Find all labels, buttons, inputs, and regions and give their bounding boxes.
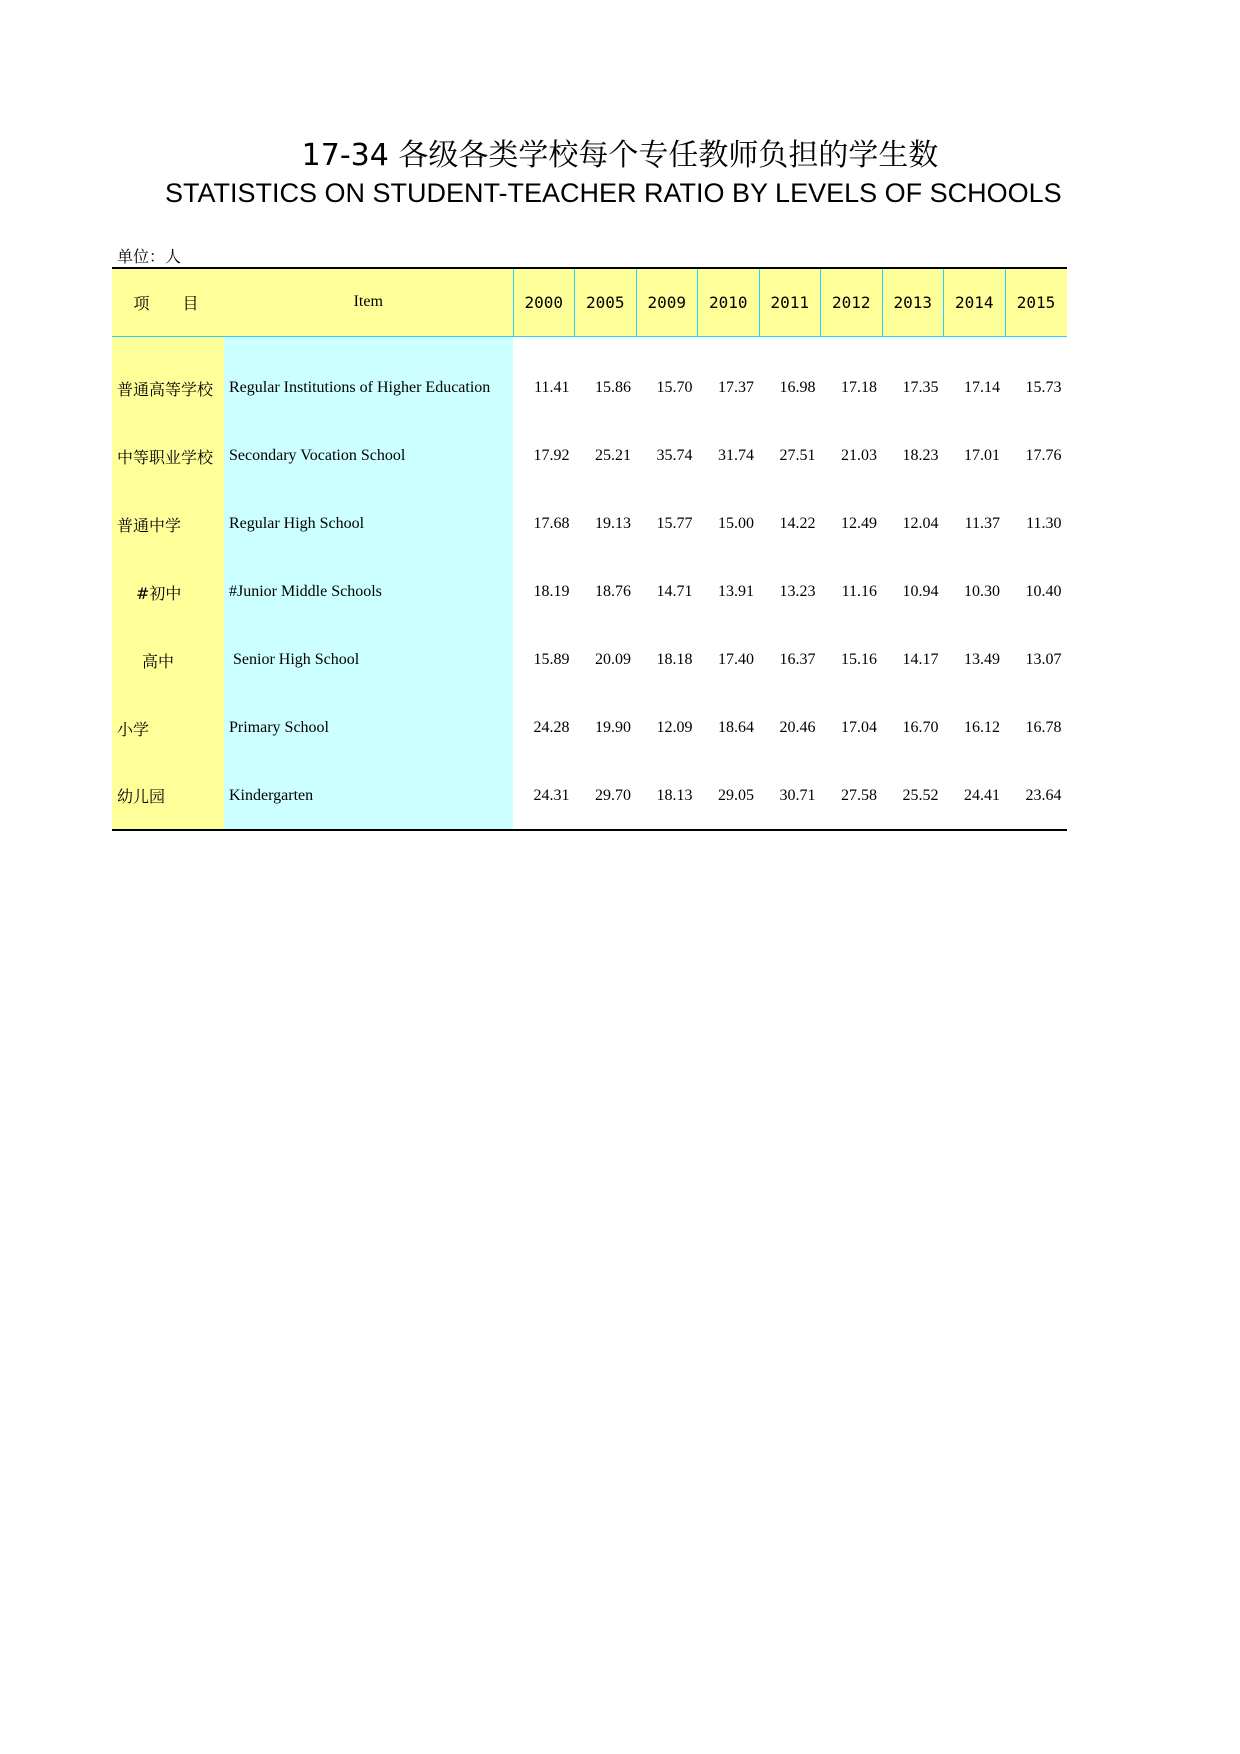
cell-value: 15.00: [718, 515, 754, 532]
cell-value: 29.70: [575, 762, 637, 830]
table-row: [112, 336, 1067, 422]
cell-value: 18.23: [902, 447, 939, 464]
header-item-cn: 项 目: [112, 268, 224, 336]
table-row: [112, 694, 1067, 762]
cell-value: 12.04: [902, 515, 939, 532]
row-label-en: Regular Institutions of Higher Education: [224, 336, 513, 422]
cell-value: 15.77: [656, 515, 693, 532]
cell-value: 16.12: [964, 719, 1000, 736]
row-label-cn: 普通中学: [112, 490, 224, 558]
cell-value: 11.37: [964, 515, 1000, 532]
cell-value: 25.52: [882, 762, 944, 830]
cell-value: 11.16: [841, 583, 877, 600]
table-row: [112, 762, 1067, 830]
cell-value: 17.40: [718, 651, 754, 668]
cell-value: 17.76: [1025, 447, 1062, 464]
cell-value: 13.91: [718, 583, 754, 600]
cell-value: 11.41: [534, 379, 570, 397]
row-label-en: Primary School: [224, 694, 513, 762]
header-year: 2005: [575, 268, 637, 336]
cell-value: 13.23: [779, 583, 816, 600]
cell-value: 14.71: [656, 583, 693, 600]
cell-value: 30.71: [759, 762, 821, 830]
cell-value: 27.58: [821, 762, 883, 830]
cell-value: 15.89: [533, 651, 570, 668]
cell-value: 16.37: [779, 651, 816, 668]
cell-value: 16.98: [779, 379, 816, 397]
cell-value: 19.13: [595, 515, 631, 532]
cell-value: 15.16: [841, 651, 877, 668]
cell-value: 12.49: [841, 515, 877, 532]
cell-value: 18.64: [718, 719, 754, 736]
cell-value: 11.30: [1026, 515, 1062, 532]
header-year: 2011: [759, 268, 821, 336]
header-year: 2000: [513, 268, 575, 336]
row-label-en: Regular High School: [224, 490, 513, 558]
cell-value: 10.40: [1025, 583, 1062, 600]
header-item-en: Item: [224, 268, 513, 336]
row-label-cn: 中等职业学校: [112, 422, 224, 490]
cell-value: 18.13: [636, 762, 698, 830]
cell-value: 17.01: [964, 447, 1000, 464]
title-english-clip: [112, 178, 1065, 222]
cell-value: 15.73: [1025, 379, 1062, 397]
unit-label: 单位：人: [117, 247, 182, 266]
cell-value: 14.22: [779, 515, 816, 532]
cell-value: 17.92: [533, 447, 570, 464]
table-row: [112, 558, 1067, 626]
cell-value: 20.09: [595, 651, 631, 668]
cell-value: 17.04: [841, 719, 877, 736]
cell-value: 19.90: [595, 719, 631, 736]
cell-value: 10.94: [902, 583, 939, 600]
row-label-en: Secondary Vocation School: [224, 422, 513, 490]
header-year: 2010: [698, 268, 760, 336]
cell-value: 18.18: [656, 651, 693, 668]
cell-value: 23.64: [1005, 762, 1067, 830]
table-row: [112, 422, 1067, 490]
cell-value: 35.74: [656, 447, 693, 464]
cell-value: 17.14: [964, 379, 1000, 397]
cell-value: 17.68: [533, 515, 570, 532]
cell-value: 16.78: [1025, 719, 1062, 736]
row-label-cn: 小学: [112, 694, 224, 762]
student-teacher-ratio-table: [112, 267, 1067, 831]
table-row: [112, 490, 1067, 558]
row-label-cn: 普通高等学校: [112, 336, 224, 422]
header-year: 2015: [1005, 268, 1067, 336]
cell-value: 18.19: [533, 583, 570, 600]
cell-value: 13.07: [1025, 651, 1062, 668]
cell-value: 14.17: [902, 651, 939, 668]
table-row: [112, 626, 1067, 694]
title-english: STATISTICS ON STUDENT-TEACHER RATIO BY LEVELS OF SCHOOLS: [165, 178, 1062, 208]
cell-value: 18.76: [595, 583, 631, 600]
row-label-cn: 高中: [112, 626, 224, 694]
cell-value: 13.49: [964, 651, 1000, 668]
cell-value: 12.09: [656, 719, 693, 736]
cell-value: 17.37: [718, 379, 754, 397]
header-year: 2012: [821, 268, 883, 336]
header-year: 2014: [944, 268, 1006, 336]
table-header-row: [112, 268, 1067, 336]
cell-value: 15.86: [595, 379, 631, 397]
title-chinese: 17-34 各级各类学校每个专任教师负担的学生数: [301, 138, 939, 173]
row-label-en: Senior High School: [224, 626, 513, 694]
row-label-cn: #初中: [112, 558, 224, 626]
cell-value: 31.74: [718, 447, 754, 464]
cell-value: 16.70: [902, 719, 939, 736]
cell-value: 27.51: [779, 447, 816, 464]
row-label-en: #Junior Middle Schools: [224, 558, 513, 626]
cell-value: 29.05: [698, 762, 760, 830]
cell-value: 15.70: [656, 379, 693, 397]
cell-value: 17.35: [902, 379, 939, 397]
header-year: 2013: [882, 268, 944, 336]
cell-value: 21.03: [841, 447, 877, 464]
cell-value: 24.28: [533, 719, 570, 736]
cell-value: 20.46: [779, 719, 816, 736]
header-year: 2009: [636, 268, 698, 336]
cell-value: 10.30: [964, 583, 1000, 600]
cell-value: 25.21: [595, 447, 631, 464]
cell-value: 24.41: [944, 762, 1006, 830]
cell-value: 17.18: [841, 379, 877, 397]
cell-value: 24.31: [513, 762, 575, 830]
row-label-cn: 幼儿园: [112, 762, 224, 830]
row-label-en: Kindergarten: [224, 762, 513, 830]
